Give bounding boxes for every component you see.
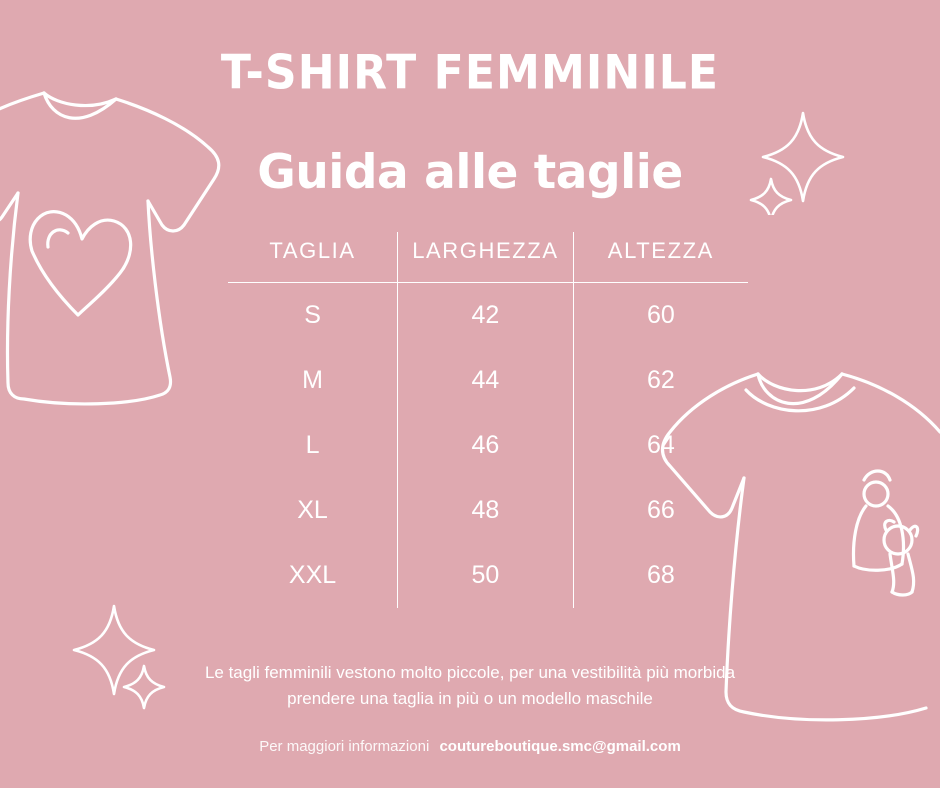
table-row (228, 413, 748, 478)
fit-note: Le tagli femminili vestono molto piccole, per una vestibilità più morbida prendere una taglia in più o un modello maschile (204, 663, 736, 708)
cell-size: L (305, 431, 320, 459)
column-header-larghezza: LARGHEZZA (398, 232, 574, 283)
table-row (228, 283, 748, 349)
contact-label: Per maggiori informazioni (259, 738, 430, 755)
poster-subtitle: T-SHIRT FEMMINILE (220, 45, 720, 100)
cell-size: XXL (288, 561, 337, 589)
table-row (228, 348, 748, 413)
table-row (228, 478, 748, 543)
contact-line (170, 738, 770, 755)
page-title: Guida alle taglie (257, 145, 683, 200)
cell-width: 42 (398, 283, 574, 349)
table-row (228, 543, 748, 608)
contact-email[interactable]: coutureboutique.smc@gmail.com (439, 738, 681, 755)
cell-height: 66 (646, 496, 675, 524)
size-table (228, 232, 748, 608)
cell-width: 46 (398, 413, 574, 478)
cell-width: 48 (398, 478, 574, 543)
cell-height: 60 (646, 301, 675, 329)
cell-height: 64 (646, 431, 675, 459)
column-header-taglia: TAGLIA (269, 238, 356, 263)
cell-height: 68 (646, 561, 675, 589)
cell-size: XL (297, 496, 328, 524)
column-header-altezza: ALTEZZA (607, 238, 714, 263)
cell-size: M (302, 366, 323, 394)
cell-width: 50 (398, 543, 574, 608)
cell-size: S (304, 301, 321, 329)
cell-width: 44 (398, 348, 574, 413)
table-header-row (228, 232, 748, 283)
cell-height: 62 (646, 366, 675, 394)
